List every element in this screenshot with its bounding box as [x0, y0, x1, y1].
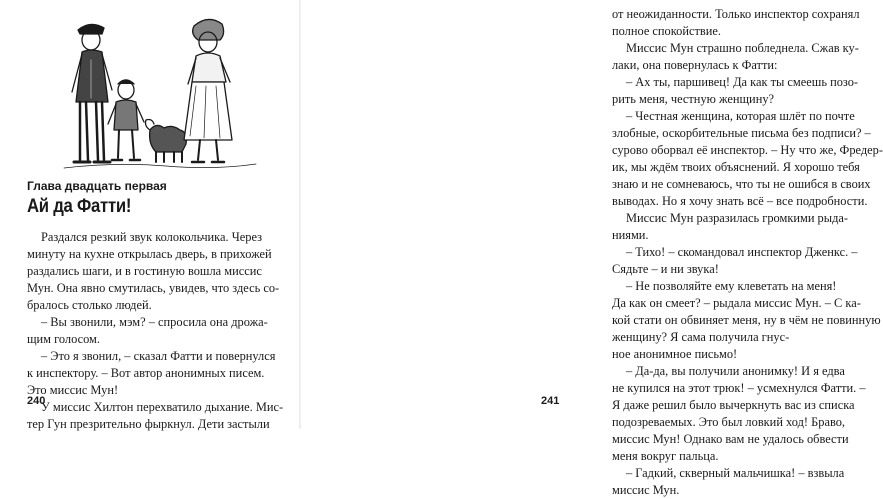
text-line: Сядьте – и ни звука! — [612, 262, 719, 276]
left-page-text — [27, 229, 284, 433]
text-line: миссис Мун! Однако вам не удалось обвести — [612, 432, 849, 446]
boy-figure — [108, 80, 144, 160]
page-number: 240 — [27, 395, 46, 407]
chapter-number: Глава двадцать первая — [27, 179, 167, 193]
text-line: ниями. — [612, 228, 649, 242]
text-line: сурово оборвал её инспектор. – Ну что же, Фредер- — [612, 143, 883, 157]
chapter-title: Ай да Фатти! — [27, 196, 132, 217]
text-line: кой стати он обвиняет меня, ну в чём не повинную — [612, 313, 881, 327]
text-line: Раздался резкий звук колокольчика. Через — [41, 230, 263, 244]
text-line: бралось столько людей. — [27, 298, 152, 312]
dog-figure — [146, 120, 187, 163]
policeman-figure — [72, 24, 112, 162]
text-line: Мун. Она явно смутилась, увидев, что здесь со- — [27, 281, 280, 295]
right-page — [300, 0, 883, 497]
page-number: 241 — [541, 395, 560, 407]
text-line: от неожиданности. Только инспектор сохранял — [612, 7, 860, 21]
text-line: – Вы звонили, мэм? – спросила она дрожа- — [41, 315, 268, 329]
text-line: – Не позволяйте ему клеветать на меня! — [626, 279, 837, 293]
text-line: ик, мы ждём твоих объяснений. Я хорошо тебя — [612, 160, 860, 174]
text-line: – Да-да, вы получили анонимку! И я едва — [626, 364, 845, 378]
text-line: Да как он смеет? – рыдала миссис Мун. – С ка- — [612, 296, 861, 310]
text-line: – Это я звонил, – сказал Фатти и повернулся — [41, 349, 276, 363]
text-line: подозреваемых. Это был ловкий ход! Браво, — [612, 415, 846, 429]
text-line: тер Гун презрительно фыркнул. Дети застыли — [27, 417, 270, 431]
text-line: – Ах ты, паршивец! Да как ты смеешь позо- — [626, 75, 859, 89]
text-line: женщину? Я сама получила гнус- — [612, 330, 790, 344]
text-line: к инспектору. – Вот автор анонимных писем. — [27, 366, 265, 380]
text-line: знаю и не сомневаюсь, что ты не ошибся в своих — [612, 177, 871, 191]
text-line: полное спокойствие. — [612, 24, 721, 38]
text-line: не купился на этот трюк! – усмехнулся Фатти. – — [612, 381, 866, 395]
text-line: меня вокруг пальца. — [612, 449, 719, 463]
chapter-illustration — [56, 12, 264, 172]
text-line: Это миссис Мун! — [27, 383, 119, 397]
text-line: – Тихо! – скомандовал инспектор Дженкс. – — [626, 245, 858, 259]
text-line: Миссис Мун разразилась громкими рыда- — [626, 211, 848, 225]
left-page — [0, 0, 300, 429]
text-line: рить меня, честную женщину? — [612, 92, 775, 106]
text-line: Я даже решил было вычеркнуть вас из списка — [612, 398, 855, 412]
text-line: – Честная женщина, которая шлёт по почте — [626, 109, 855, 123]
text-line: миссис Мун. — [612, 483, 680, 497]
right-page-text — [612, 6, 883, 499]
text-line: – Гадкий, скверный мальчишка! – взвыла — [626, 466, 845, 480]
text-line: злобные, оскорбительные письма без подписи? – — [612, 126, 871, 140]
text-line: Миссис Мун страшно побледнела. Сжав ку- — [626, 41, 859, 55]
text-line: ное анонимное письмо! — [612, 347, 738, 361]
text-line: минуту на кухне открылась дверь, в прихожей — [27, 247, 272, 261]
text-line: щим голосом. — [27, 332, 101, 346]
text-line: У миссис Хилтон перехватило дыхание. Мис- — [41, 400, 284, 414]
text-line: раздались шаги, и в гостиную вошла миссис — [27, 264, 262, 278]
woman-figure — [184, 19, 232, 162]
text-line: выводах. Но я хочу знать всё – все подробности. — [612, 194, 868, 208]
text-line: лаки, она повернулась к Фатти: — [612, 58, 778, 72]
